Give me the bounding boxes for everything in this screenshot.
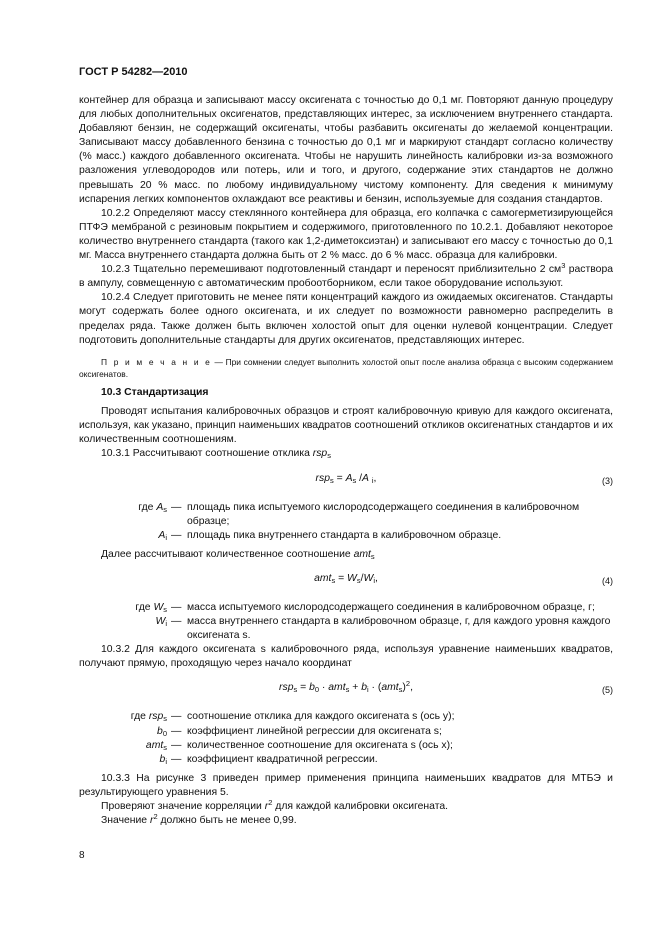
paragraph-10-2-4: 10.2.4 Следует приготовить не менее пяти концентраций каждого из ожидаемых оксигенатов. Стандарты могут содержать более одного оксигената, и их следует по возможности равномерно распределить в пределах ряда. Также должен быть включен холостой опыт для оценки нулевой концентрации. Следует подготовить дополнительные стандарты для других оксигенатов, представляющих интерес. (79, 292, 613, 346)
def-text: масса внутреннего стандарта в калибровочном образце, г, для каждого уровня каждого оксигената s. (187, 616, 611, 642)
rsp-variable: rsp (312, 448, 328, 460)
paragraph-amt-text: Далее рассчитывают количественное соотношение (101, 548, 354, 560)
paragraph-10-3-1 (79, 447, 613, 461)
document-body (79, 94, 613, 828)
note-text: — При сомнении следует выполнить холостой опыт после анализа образца с высоким содержанием оксигенатов. (79, 356, 613, 379)
def-text: площадь пика испытуемого кислородсодержащего соединения в калибровочном образце; (187, 501, 580, 527)
def-sub: s (163, 604, 167, 614)
def-var: rsp (148, 711, 164, 723)
definition-row (79, 615, 613, 643)
formula-4 (79, 572, 613, 590)
where-word: где (135, 601, 151, 613)
paragraph-10-2-3-end: раствора в ампулу, совмещенную с автоматическим пробоотборником, если такое оборудование используют. (79, 264, 614, 290)
definition-row (79, 739, 613, 753)
value-text-b: должно быть не менее 0,99. (157, 815, 297, 827)
value-text-a: Значение (101, 815, 150, 827)
def-var: amt (145, 739, 164, 751)
paragraph-continuation: контейнер для образца и записывают массу оксигената с точностью до 0,1 мг. Повторяют данную процедуру для любых дополнительных оксигенатов, представляющих интерес, за исключением внутреннего стандарта. Добавляют бензин, не содержащий оксигенаты, чтобы разбавить оксигенаты до желаемой концентрации. Записывают массу добавленного бензина с точностью до 0,1 мг и маркируют стандарт согласно количеству (% масс.) каждого добавленного оксигената. Чтобы не нарушить линейность калибровки из-за возможного разложения углеводородов или потерь, или и того, и другого, содержание этих стандартов не должно превышать 20 % масс. по любому индивидуальному чистому компоненту. Для сведения к минимуму испарения легких компонентов охлаждают все реактивы и бензин, используемые для создания стандартов. (79, 95, 613, 205)
paragraph-10-3-1-text: 10.3.1 Рассчитывают соотношение отклика (101, 448, 313, 460)
definition-row (79, 753, 613, 767)
def-text: площадь пика внутреннего стандарта в калибровочном образце. (187, 529, 502, 541)
correlation-text-b: для каждой калибровки оксигената. (272, 800, 449, 812)
paragraph-10-2-2: 10.2.2 Определяют массу стеклянного контейнера для образца, его колпачка с самогерметизирующейся ПТФЭ мембраной с резиновым покрытием и содержимого, приготовленного по 10.2.1. Добавляют некоторое количество внутреннего стандарта (такого как 1,2-диметоксиэтан) и записывают его массу с точностью до 0,1 мг. Масса внутреннего стандарта должна быть от 2 % масс. до 6 % масс. образца для калибровки. (79, 207, 613, 262)
paragraph-10-3: Проводят испытания калибровочных образцов и строят калибровочную кривую для каждого оксигената, используя, как указано, принцип наименьших квадратов соотношений откликов оксигенатных стандартов и их количественным соотношениям. (79, 406, 613, 446)
paragraph-10-3-2: 10.3.2 Для каждого оксигената s калибровочного ряда, используя уравнение наименьших квадратов, получают прямую, проходящую через начало координат (79, 644, 613, 670)
definition-row (79, 501, 613, 529)
paragraph-amt (79, 548, 613, 562)
formula-5 (79, 681, 613, 699)
def-dash: — (171, 501, 182, 513)
def-var: A (158, 529, 166, 541)
definitions-formula-5 (79, 710, 613, 766)
def-dash: — (171, 616, 182, 628)
def-var: W (153, 601, 164, 613)
r-variable: r (149, 815, 154, 827)
page-number: 8 (79, 850, 85, 861)
def-sub: s (163, 504, 167, 514)
note-label: П р и м е ч а н и е (101, 356, 212, 367)
paragraph-10-2-3 (79, 263, 613, 291)
r-variable: r (264, 800, 269, 812)
paragraph-10-3-3: 10.3.3 На рисунке 3 приведен пример применения принципа наименьших квадратов для МТБЭ и результирующего уравнения 5. (79, 772, 613, 798)
def-var: b (157, 725, 163, 737)
formula-3 (79, 472, 613, 490)
amt-variable: amt (353, 548, 371, 560)
def-var: b (159, 753, 166, 765)
def-sub: i (165, 532, 167, 542)
def-text: коэффициент линейной регрессии для оксигената s; (187, 725, 442, 737)
formula-3-expression: $rsp_s = A_s$ /A $_i$, (315, 472, 377, 485)
def-text: коэффициент квадратичной регрессии. (187, 753, 378, 765)
definitions-formula-3 (79, 501, 613, 543)
definition-row (79, 710, 613, 724)
def-text: соотношение отклика для каждого оксигената s (ось y); (187, 711, 455, 723)
note (79, 356, 613, 380)
r-superscript: 2 (153, 812, 158, 822)
definitions-formula-4 (79, 601, 613, 643)
rsp-subscript: s (327, 451, 331, 461)
def-var: A (156, 501, 164, 513)
where-word: где (130, 711, 146, 723)
def-dash: — (171, 739, 182, 751)
def-sub: i (165, 756, 167, 766)
formula-5-number: (5) (602, 685, 613, 696)
def-text: количественное соотношение для оксигената s (ось x); (187, 739, 453, 751)
def-dash: — (171, 753, 182, 765)
section-title: 10.3 Стандартизация (101, 387, 209, 399)
standard-header: ГОСТ Р 54282—2010 (79, 66, 188, 78)
def-var: W (155, 616, 166, 628)
r-superscript: 2 (268, 797, 273, 807)
def-text: масса испытуемого кислородсодержащего соединения в калибровочном образце, г; (187, 601, 595, 613)
definition-row (79, 601, 613, 615)
paragraph-correlation-value (79, 814, 613, 828)
definition-row (79, 725, 613, 739)
def-dash: — (171, 725, 182, 737)
definition-row (79, 529, 613, 543)
formula-3-number: (3) (602, 475, 613, 486)
def-sub: s (163, 742, 167, 752)
def-dash: — (171, 711, 182, 723)
paragraph-10-2-3-text: 10.2.3 Тщательно перемешивают подготовленный стандарт и переносят приблизительно 2 см (101, 264, 562, 276)
def-dash: — (171, 529, 182, 541)
paragraph-correlation-check (79, 797, 613, 814)
def-dash: — (171, 601, 182, 613)
correlation-text-a: Проверяют значение корреляции (101, 800, 265, 812)
cubic-superscript: 3 (561, 261, 566, 271)
formula-5-expression: $rsp_s = b_0 \cdot amt_s + b_i \cdot (amt_s)^2$, (279, 679, 413, 695)
amt-subscript: s (370, 551, 375, 561)
def-sub: 0 (162, 728, 167, 738)
formula-4-expression: $amt_s = W_s/W_i$, (314, 572, 378, 585)
def-sub: s (163, 714, 167, 724)
formula-4-number: (4) (602, 575, 613, 586)
where-word: где (138, 501, 154, 513)
def-sub: i (165, 619, 167, 629)
